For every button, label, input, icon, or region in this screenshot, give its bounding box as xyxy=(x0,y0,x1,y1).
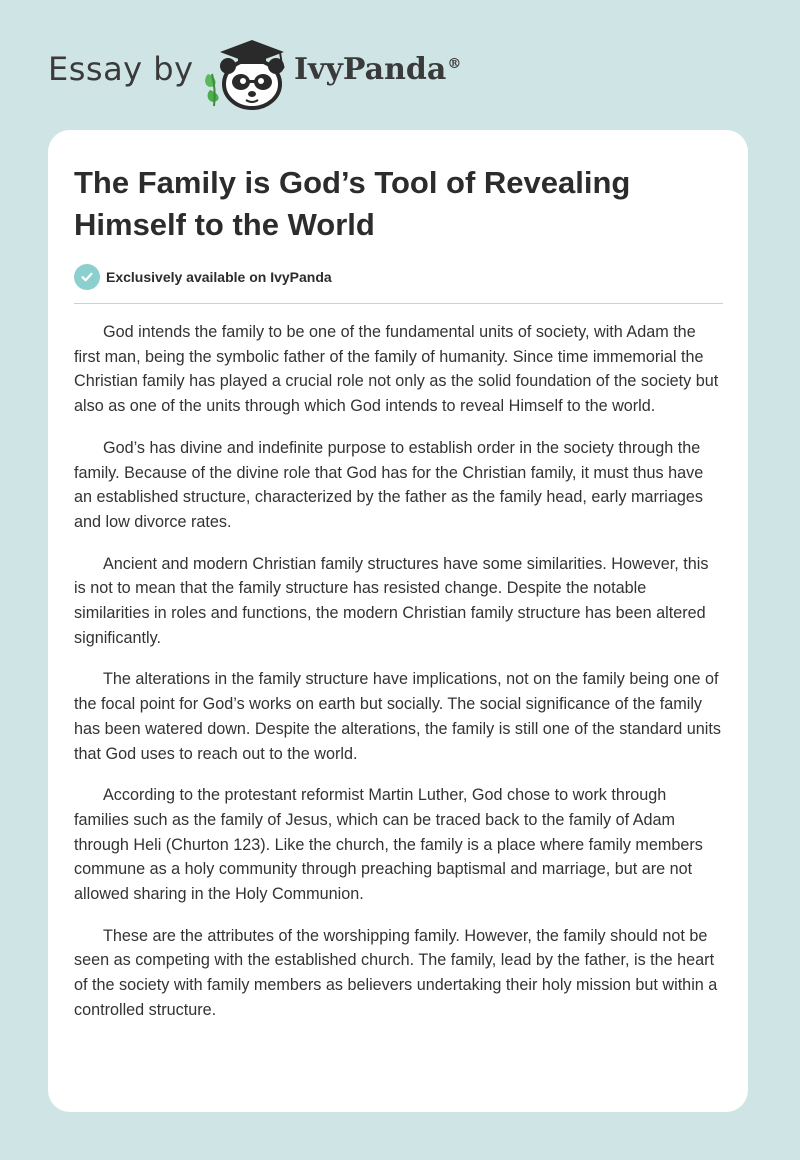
checkmark-circle-icon xyxy=(74,264,100,290)
paragraph: God intends the family to be one of the fundamental units of society, with Adam the first man, being the symbolic father of the family of humanity. Since time immemorial the Christian family has played a crucial role not only as the solid foundation of the society but also as one of the units through which God intends to reveal Himself to the world. xyxy=(74,323,719,416)
exclusive-badge-text: Exclusively available on IvyPanda xyxy=(106,269,332,285)
panda-graduate-logo-icon[interactable] xyxy=(200,34,296,110)
exclusive-badge xyxy=(74,264,332,290)
essay-by-label: Essay by xyxy=(48,50,194,88)
paragraph: According to the protestant reformist Martin Luther, God chose to work through families such as the family of Jesus, which can be traced back to the family of Adam through Heli (Churton 123). Like the church, the family is a place where family members commune as a holy community through preaching baptismal and marriage, but are not allowed sharing in the Holy Communion. xyxy=(74,786,703,904)
paragraph: The alterations in the family structure have implications, not on the family being one of the focal point for God’s works on earth but socially. The social significance of the family has been watered down. Despite the alterations, the family is still one of the standard units that God uses to reach out to the world. xyxy=(74,670,721,763)
divider xyxy=(74,303,723,304)
brand-name[interactable]: IvyPanda® xyxy=(294,52,462,87)
essay-body xyxy=(74,320,724,1040)
paragraph: Ancient and modern Christian family structures have some similarities. However, this is not to mean that the family structure has resisted change. Despite the notable similarities in roles and functions, the modern Christian family structure has been altered significantly. xyxy=(74,554,709,647)
paragraph: These are the attributes of the worshipping family. However, the family should not be seen as competing with the established church. The family, lead by the father, is the heart of the society with family members as believers undertaking their holy mission but within a controlled structure. xyxy=(74,926,718,1019)
registered-mark: ® xyxy=(447,56,462,72)
page-title: The Family is God’s Tool of Revealing Himself to the World xyxy=(74,165,631,242)
site-header xyxy=(48,30,508,110)
essay-card xyxy=(48,130,748,1112)
paragraph: God’s has divine and indefinite purpose to establish order in the society through the family. Because of the divine role that God has for the Christian family, it must thus have an established structure, characterized by the father as the family head, early marriages and low divorce rates. xyxy=(74,438,704,531)
